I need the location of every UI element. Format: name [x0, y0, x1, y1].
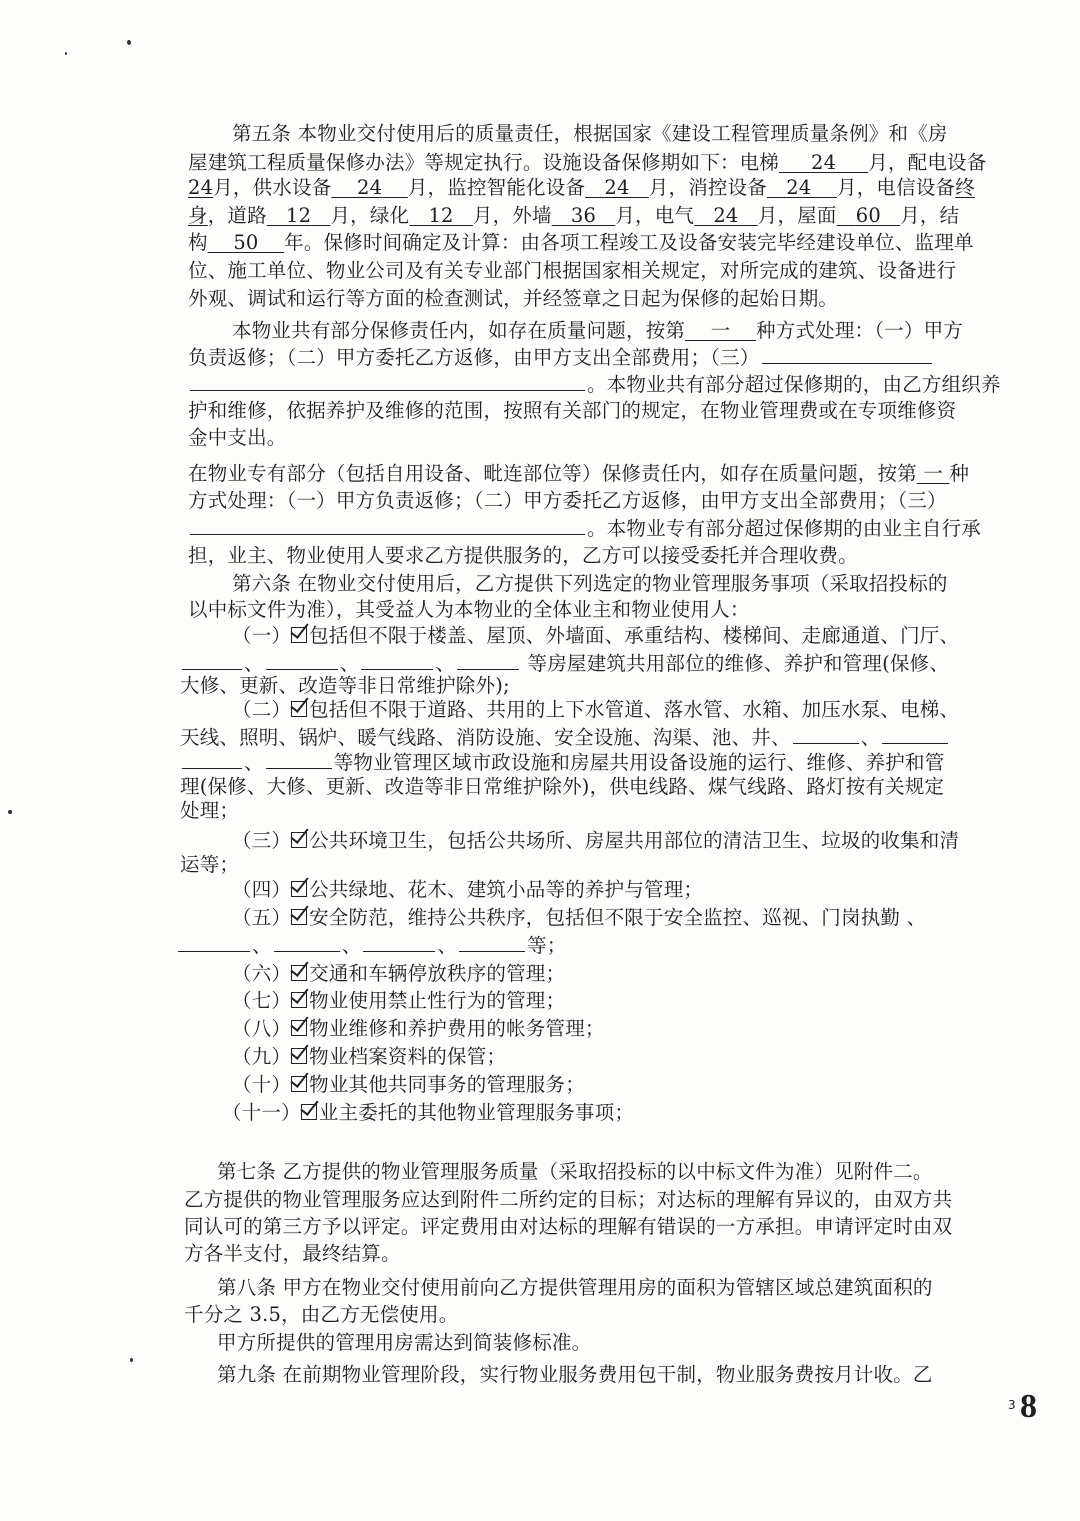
- art6-item-11: （十一） 业主委托的其他物业管理服务事项；: [222, 1101, 635, 1124]
- private-option-three-blank: [190, 514, 585, 535]
- blank: [793, 723, 859, 744]
- art5-line-2: 屋建筑工程质量保修办法》等规定执行。设施设备保修期如下：电梯 24 月，配电设备: [188, 151, 987, 174]
- art5-line-5: 构 50 年。保修时间确定及计算：由各项工程竣工及设备安装完毕经建设单位、监理单: [188, 231, 974, 254]
- option-three-blank-cont: [190, 370, 585, 391]
- art5-line-6: 位、施工单位、物业公司及有关专业部门根据国家相关规定，对所完成的建筑、设备进行: [188, 259, 957, 282]
- art5-p2-line-5: 金中支出。: [188, 426, 287, 449]
- blank: [882, 723, 948, 744]
- art8-line-1: 第八条 甲方在物业交付使用前向乙方提供管理用房的面积为管辖区域总建筑面积的: [217, 1276, 933, 1299]
- art6-item-3-line-1: （三） 公共环境卫生，包括公共场所、房屋共用部位的清洁卫生、垃圾的收集和清: [232, 829, 960, 852]
- art6-line-2: 以中标文件为准），其受益人为本物业的全体业主和物业使用人：: [188, 598, 750, 621]
- art6-item-9: （九） 物业档案资料的保管；: [232, 1045, 507, 1068]
- art5-line-7: 外观、调试和运行等方面的检查测试，并经签章之日起为保修的起始日期。: [188, 287, 839, 310]
- art6-item-10: （十） 物业其他共同事务的管理服务；: [232, 1073, 585, 1096]
- private-part-choice: 一: [923, 462, 944, 485]
- warranty-elevator: 24: [811, 151, 837, 174]
- item-7-checkbox: [291, 992, 307, 1008]
- blank: [459, 931, 525, 952]
- art7-line-4: 方各半支付，最终结算。: [184, 1242, 401, 1265]
- art6-item-5-line-1: （五） 安全防范，维持公共秩序，包括但不限于安全监控、巡视、门岗执勤 、: [232, 906, 927, 929]
- item-10-checkbox: [291, 1076, 307, 1092]
- art6-item-4: （四） 公共绿地、花木、建筑小品等的养护与管理；: [232, 878, 704, 901]
- art5-p3-line-1: 在物业专有部分（包括自用设备、毗连部位等）保修责任内，如存在质量问题，按第 一 种: [188, 462, 970, 485]
- art5-p3-line-2: 方式处理：（一）甲方负责返修；（二）甲方委托乙方返修，由甲方支出全部费用；（三）: [188, 489, 947, 512]
- art6-item-2-line-4: 理(保修、大修、更新、改造等非日常维护除外)，供电线路、煤气线路、路灯按有关规定: [180, 775, 945, 798]
- warranty-roof: 60: [855, 204, 881, 227]
- warranty-monitor: 24: [604, 176, 630, 199]
- art6-item-1-line-1: （一） 包括但不限于楼盖、屋顶、外墙面、承重结构、楼梯间、走廊通道、门厅、: [232, 624, 960, 647]
- blank: [266, 748, 332, 769]
- art5-line-3: 24月，供水设备 24 月，监控智能化设备 24 月，消控设备 24 月，电信设备终: [188, 176, 975, 199]
- warranty-road: 12: [286, 204, 312, 227]
- item-8-checkbox: [291, 1020, 307, 1036]
- option-three-blank: [762, 343, 932, 364]
- art5-p3-line-4: 担，业主、物业使用人要求乙方提供服务的，乙方可以接受委托并合理收费。: [188, 544, 858, 567]
- scan-speck: [8, 810, 12, 814]
- art8-line-2: 千分之 3.5，由乙方无偿使用。: [184, 1303, 459, 1326]
- warranty-electric: 24: [713, 204, 739, 227]
- art9-line-1: 第九条 在前期物业管理阶段，实行物业服务费用包干制，物业服务费按月计收。乙: [217, 1363, 933, 1386]
- warranty-structure: 50: [233, 231, 259, 254]
- warranty-green: 12: [428, 204, 454, 227]
- item-3-checkbox: [291, 832, 307, 848]
- blank: [178, 931, 250, 952]
- blank: [457, 649, 519, 670]
- art6-item-1-line-2: 、 、 、 等房屋建筑共用部位的维修、养护和管理(保修、: [180, 649, 949, 677]
- art6-item-5-line-2: 、 、 、 等；: [176, 931, 567, 959]
- blank: [182, 649, 242, 670]
- item-11-checkbox: [301, 1104, 317, 1120]
- art6-item-1-line-3: 大修、更新、改造等非日常维护除外);: [180, 674, 510, 697]
- art5-p2-line-4: 护和维修，依据养护及维修的范围，按照有关部门的规定，在物业管理费或在专项维修资: [188, 399, 957, 422]
- warranty-power: 24: [188, 176, 214, 199]
- warranty-telecom: 终: [955, 176, 975, 199]
- art6-item-2-line-3: 、 等物业管理区域市政设施和房屋共用设备设施的运行、维修、养护和管: [180, 748, 944, 776]
- art7-line-3: 同认可的第三方予以评定。评定费用由对达标的理解有错误的一方承担。申请评定时由双: [184, 1215, 953, 1238]
- warranty-fire: 24: [786, 176, 812, 199]
- art5-p3-line-3: 。本物业专有部分超过保修期的由业主自行承: [188, 514, 981, 542]
- blank: [266, 649, 338, 670]
- item-5-checkbox: [291, 909, 307, 925]
- blank: [361, 649, 433, 670]
- warranty-wall: 36: [570, 204, 597, 227]
- blank: [182, 748, 242, 769]
- blank: [363, 931, 435, 952]
- art6-line-1: 第六条 在物业交付使用后，乙方提供下列选定的物业管理服务事项（采取招投标的: [232, 572, 948, 595]
- art5-p2-line-3: 。本物业共有部分超过保修期的，由乙方组织养: [188, 370, 1001, 398]
- art5-p2-line-2: 负责返修；（二）甲方委托乙方返修，由甲方支出全部费用；（三）: [188, 343, 934, 371]
- art6-item-7: （七） 物业使用禁止性行为的管理；: [232, 989, 566, 1012]
- art5-line-1: 第五条 本物业交付使用后的质量责任，根据国家《建设工程管理质量条例》和《房: [232, 122, 948, 145]
- art6-item-2-line-5: 处理；: [180, 799, 240, 822]
- item-6-checkbox: [291, 965, 307, 981]
- art6-item-3-line-2: 运等；: [180, 853, 240, 876]
- item-4-checkbox: [291, 881, 307, 897]
- art6-item-8: （八） 物业维修和养护费用的帐务管理；: [232, 1017, 605, 1040]
- art7-line-1: 第七条 乙方提供的物业管理服务质量（采取招投标的以中标文件为准）见附件二。: [217, 1160, 933, 1183]
- art5-line-4: 身，道路 12 月，绿化 12 月，外墙 36 月，电气 24 月，屋面 60 月，结: [188, 204, 960, 227]
- page-number: 8: [1020, 1388, 1037, 1425]
- art6-item-6: （六） 交通和车辆停放秩序的管理；: [232, 962, 566, 985]
- blank: [274, 931, 340, 952]
- warranty-water: 24: [357, 176, 383, 199]
- item-2-checkbox: [291, 701, 307, 717]
- page-number-small: 3: [1008, 1398, 1016, 1412]
- art8-line-3: 甲方所提供的管理用房需达到简装修标准。: [217, 1331, 592, 1354]
- art5-p2-line-1: 本物业共有部分保修责任内，如存在质量问题，按第 一 种方式处理：（一）甲方: [232, 319, 963, 342]
- art6-item-2-line-2: 天线、照明、锅炉、暖气线路、消防设施、安全设施、沟渠、池、井、 、: [180, 723, 950, 751]
- scan-speck: [65, 52, 67, 55]
- art7-line-2: 乙方提供的物业管理服务应达到附件二所约定的目标；对达标的理解有异议的，由双方共: [184, 1188, 953, 1211]
- art6-item-2-line-1: （二） 包括但不限于道路、共用的上下水管道、落水管、水箱、加压水泵、电梯、: [232, 698, 960, 721]
- item-9-checkbox: [291, 1048, 307, 1064]
- scan-speck: [127, 40, 131, 45]
- item-1-checkbox: [291, 627, 307, 643]
- common-part-choice: 一: [710, 319, 731, 342]
- scan-speck: [130, 1358, 133, 1362]
